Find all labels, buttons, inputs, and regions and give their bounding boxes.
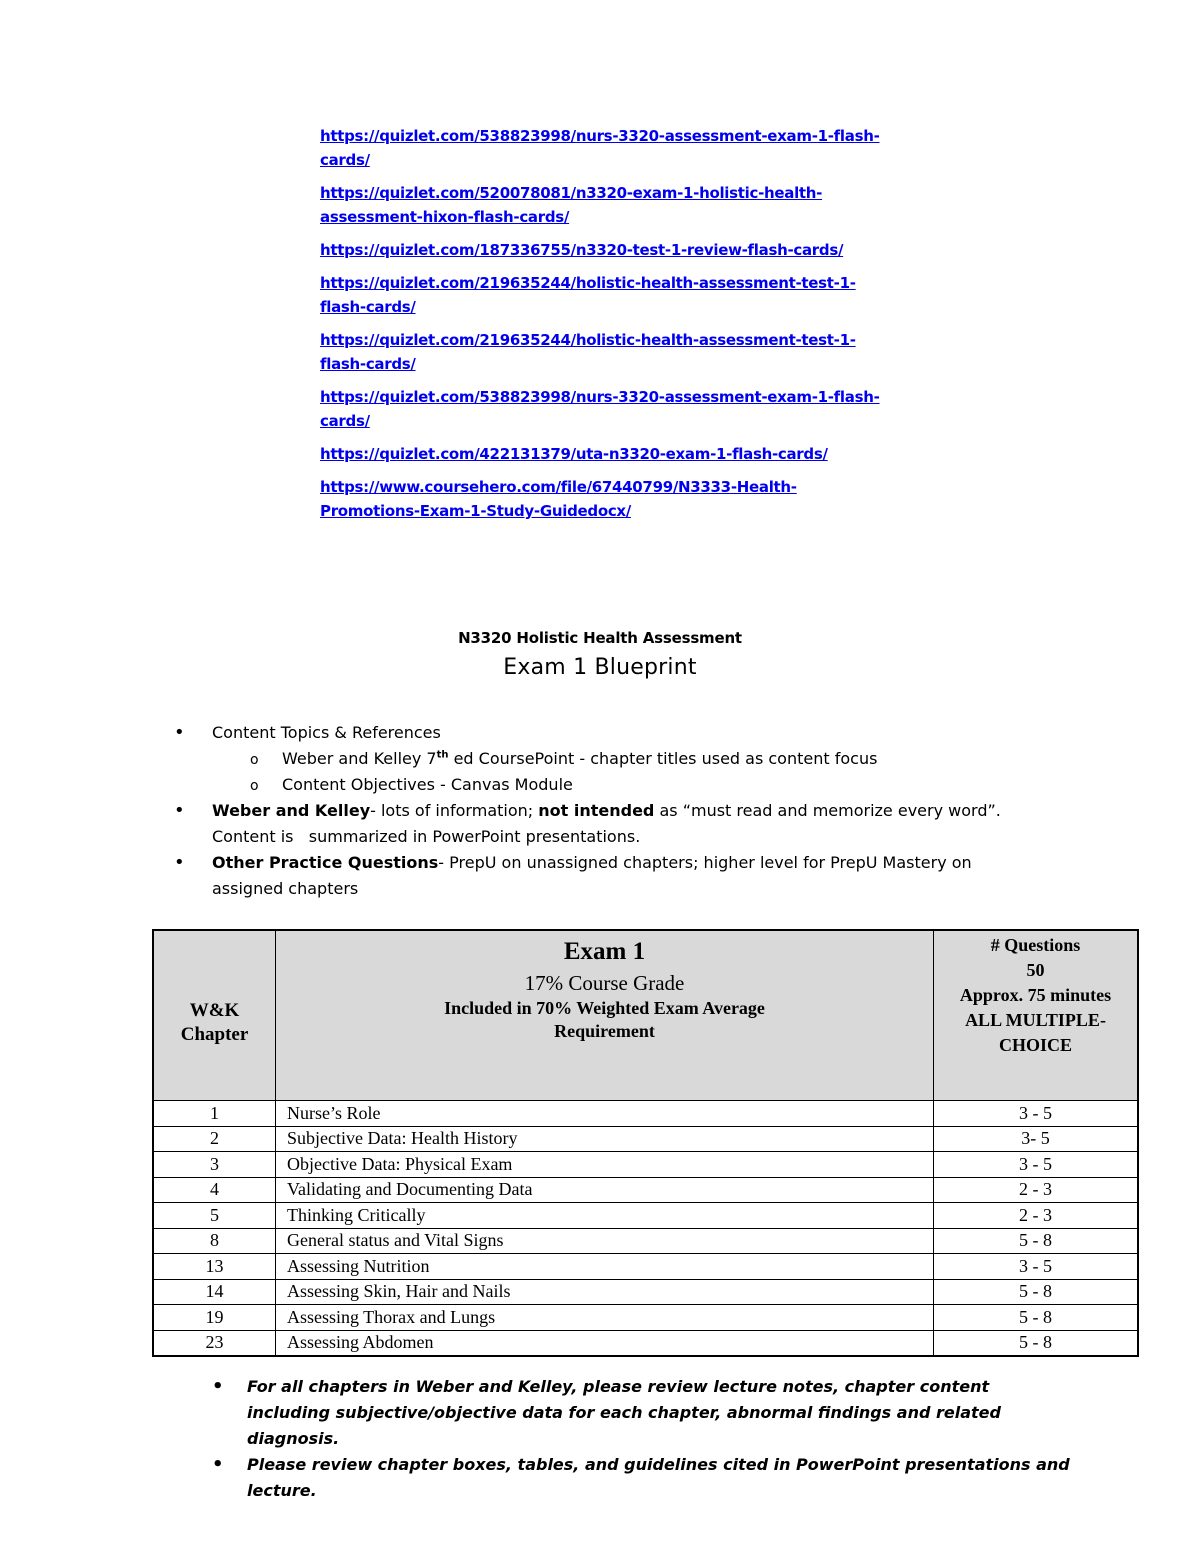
link-text: flash-cards/ <box>320 355 416 373</box>
page-title: Exam 1 Blueprint <box>503 655 697 680</box>
cell-topic: Subjective Data: Health History <box>276 1126 934 1152</box>
table-row <box>153 1330 1138 1356</box>
note-text: including subjective/objective data for each chapter, abnormal findings and related <box>247 1403 1001 1422</box>
link-text: Promotions-Exam-1-Study-Guidedocx/ <box>320 502 631 520</box>
header-text: ALL MULTIPLE- <box>965 1010 1106 1030</box>
sub-bullet-text: Content Objectives - Canvas Module <box>282 775 573 794</box>
cell-chapter: 19 <box>153 1305 276 1331</box>
cell-topic: Thinking Critically <box>276 1203 934 1229</box>
header-exam <box>276 930 934 1101</box>
bullet-bold-text: Weber and Kelley <box>212 801 371 820</box>
header-questions <box>934 930 1139 1101</box>
header-text: Chapter <box>180 1023 249 1045</box>
content-bullets <box>172 720 1072 902</box>
link-quizlet-520078081[interactable] <box>320 181 920 229</box>
cell-chapter: 8 <box>153 1228 276 1254</box>
course-subtitle: N3320 Holistic Health Assessment <box>458 629 742 647</box>
cell-questions: 3 - 5 <box>934 1254 1139 1280</box>
reference-links <box>320 124 920 532</box>
cell-questions: 2 - 3 <box>934 1203 1139 1229</box>
bullet-text: assigned chapters <box>212 879 359 898</box>
link-quizlet-538823998-a[interactable] <box>320 124 920 172</box>
link-quizlet-538823998-b[interactable] <box>320 385 920 433</box>
cell-chapter: 3 <box>153 1152 276 1178</box>
bullet-text: as “must read and memorize every word”. <box>654 801 1001 820</box>
bullet-item <box>172 850 1072 902</box>
exam-title: Exam 1 <box>563 938 646 965</box>
bullet-text: Content is summarized in PowerPoint presentations. <box>212 827 641 846</box>
link-text: cards/ <box>320 412 370 430</box>
table-header-row <box>153 930 1138 1101</box>
header-text: Approx. 75 minutes <box>959 985 1112 1005</box>
table-row <box>153 1305 1138 1331</box>
link-text: https://quizlet.com/520078081/n3320-exam-1-holistic-health- <box>320 184 823 202</box>
table-row <box>153 1279 1138 1305</box>
header-text: W&K <box>189 999 240 1021</box>
circle-bullet-icon: o <box>250 752 259 768</box>
header-text: CHOICE <box>998 1035 1072 1055</box>
link-text: https://quizlet.com/422131379/uta-n3320-exam-1-flash-cards/ <box>320 445 828 463</box>
link-text: https://quizlet.com/538823998/nurs-3320-assessment-exam-1-flash- <box>320 388 880 406</box>
cell-topic: Assessing Abdomen <box>276 1330 934 1356</box>
cell-questions: 5 - 8 <box>934 1228 1139 1254</box>
cell-questions: 2 - 3 <box>934 1177 1139 1203</box>
table-row <box>153 1228 1138 1254</box>
table-row <box>153 1126 1138 1152</box>
link-text: https://www.coursehero.com/file/67440799/N3333-Health- <box>320 478 797 496</box>
note-text: Please review chapter boxes, tables, and guidelines cited in PowerPoint presentations and lecture. <box>247 1455 1070 1500</box>
header-chapter <box>153 930 276 1101</box>
cell-questions: 3 - 5 <box>934 1101 1139 1127</box>
note-text: For all chapters in Weber and Kelley, please review lecture notes, chapter content <box>247 1377 990 1396</box>
link-text: https://quizlet.com/538823998/nurs-3320-assessment-exam-1-flash- <box>320 127 880 145</box>
bullet-icon: • <box>212 1376 224 1397</box>
exam-included: Requirement <box>554 1021 655 1041</box>
link-quizlet-219635244-b[interactable] <box>320 328 920 376</box>
cell-questions: 5 - 8 <box>934 1279 1139 1305</box>
cell-questions: 3 - 5 <box>934 1152 1139 1178</box>
bullet-text: Content Topics & References <box>212 723 441 742</box>
circle-bullet-icon: o <box>250 778 259 794</box>
exam-included: Included in 70% Weighted Exam Average <box>444 998 765 1018</box>
note-item <box>212 1452 1142 1504</box>
link-text: cards/ <box>320 151 370 169</box>
cell-topic: Validating and Documenting Data <box>276 1177 934 1203</box>
cell-topic: Assessing Nutrition <box>276 1254 934 1280</box>
link-text: flash-cards/ <box>320 298 416 316</box>
cell-chapter: 2 <box>153 1126 276 1152</box>
link-quizlet-422131379[interactable] <box>320 442 920 466</box>
link-quizlet-187336755[interactable] <box>320 238 920 262</box>
cell-topic: Nurse’s Role <box>276 1101 934 1127</box>
bullet-item <box>172 720 1072 746</box>
header-text: 50 <box>1026 960 1045 980</box>
bullet-bold-text: Other Practice Questions <box>212 853 439 872</box>
link-text: https://quizlet.com/219635244/holistic-health-assessment-test-1- <box>320 274 856 292</box>
cell-topic: Assessing Thorax and Lungs <box>276 1305 934 1331</box>
cell-topic: Objective Data: Physical Exam <box>276 1152 934 1178</box>
cell-questions: 3- 5 <box>934 1126 1139 1152</box>
cell-chapter: 14 <box>153 1279 276 1305</box>
table-row <box>153 1177 1138 1203</box>
bullet-text: - lots of information; <box>370 801 539 820</box>
table-row <box>153 1203 1138 1229</box>
bullet-text: - PrepU on unassigned chapters; higher level for PrepU Mastery on <box>438 853 972 872</box>
link-coursehero-67440799[interactable] <box>320 475 920 523</box>
bullet-icon: • <box>174 852 185 873</box>
cell-topic: General status and Vital Signs <box>276 1228 934 1254</box>
cell-chapter: 4 <box>153 1177 276 1203</box>
bullet-bold-text: not intended <box>538 801 655 820</box>
exam-blueprint-table <box>152 929 1139 1357</box>
review-notes <box>212 1374 1142 1504</box>
cell-chapter: 1 <box>153 1101 276 1127</box>
header-text: # Questions <box>990 935 1081 955</box>
superscript: th <box>436 749 449 761</box>
bullet-icon: • <box>212 1454 224 1475</box>
bullet-item <box>172 798 1072 850</box>
sub-bullet-text: ed CoursePoint - chapter titles used as content focus <box>448 749 878 768</box>
table-row <box>153 1254 1138 1280</box>
bullet-icon: • <box>174 722 185 743</box>
sub-bullet-text: Weber and Kelley 7 <box>282 749 437 768</box>
cell-questions: 5 - 8 <box>934 1330 1139 1356</box>
note-item <box>212 1374 1142 1452</box>
sub-bullet-item <box>172 772 1072 798</box>
bullet-icon: • <box>174 800 185 821</box>
table-row <box>153 1152 1138 1178</box>
exam-grade: 17% Course Grade <box>524 971 685 995</box>
cell-topic: Assessing Skin, Hair and Nails <box>276 1279 934 1305</box>
cell-chapter: 23 <box>153 1330 276 1356</box>
link-text: assessment-hixon-flash-cards/ <box>320 208 570 226</box>
sub-bullet-item <box>172 746 1072 772</box>
link-quizlet-219635244-a[interactable] <box>320 271 920 319</box>
link-text: https://quizlet.com/219635244/holistic-health-assessment-test-1- <box>320 331 856 349</box>
cell-questions: 5 - 8 <box>934 1305 1139 1331</box>
note-text: diagnosis. <box>247 1429 340 1448</box>
cell-chapter: 13 <box>153 1254 276 1280</box>
link-text: https://quizlet.com/187336755/n3320-test-1-review-flash-cards/ <box>320 241 844 259</box>
table-row <box>153 1101 1138 1127</box>
cell-chapter: 5 <box>153 1203 276 1229</box>
